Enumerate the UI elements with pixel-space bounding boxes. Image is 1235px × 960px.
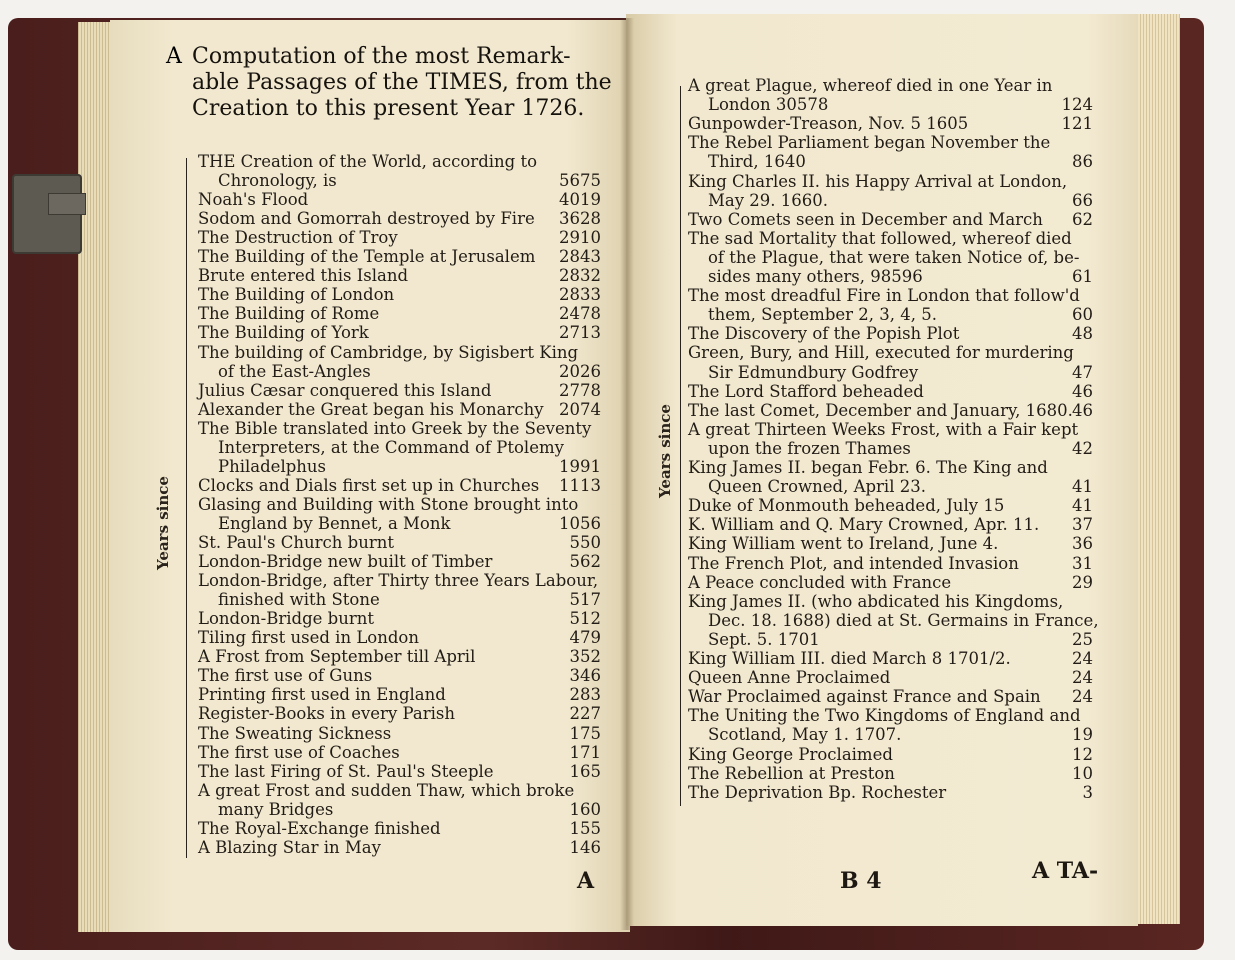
entry-text: London-Bridge new built of Timber [198,552,493,572]
entry-years: 352 [569,647,601,667]
entry-text: Brute entered this Island [198,266,409,286]
entry-text: The Royal-Exchange finished [198,818,441,838]
entry-years: 346 [569,666,601,686]
entry-text: Sodom and Gomorrah destroyed by Fire [198,209,535,229]
entry-row [198,685,601,704]
entry-row [688,515,1093,534]
entry-row [198,666,601,685]
entry-years: 4019 [559,190,601,210]
entry-years: 42 [1072,438,1093,458]
entry-text: A Blazing Star in May [198,837,381,857]
entry-row [198,552,601,571]
entry-row [198,190,601,209]
clasp-bar-icon [48,193,86,215]
entry-row [688,573,1093,592]
entry-text: K. William and Q. Mary Crowned, Apr. 11. [688,515,1040,535]
entry-years: 36 [1072,534,1093,554]
entry-row [198,152,601,171]
entry-years: 562 [569,552,601,572]
entry-years: 2713 [559,323,601,343]
entry-row [688,745,1093,764]
entry-row [198,647,601,666]
entry-text: Gunpowder-Treason, Nov. 5 1605 [688,114,969,134]
entry-text: King Charles II. his Happy Arrival at London, [688,171,1068,191]
entry-years: 479 [569,628,601,648]
entry-row [198,343,601,362]
left-bracket [186,158,193,858]
entry-row [688,706,1093,725]
entry-years: 2074 [559,399,601,419]
entry-text: The Building of London [198,285,395,305]
entry-years: 48 [1072,324,1093,344]
entry-text: Noah's Flood [198,190,309,210]
title-line-2: able Passages of the TIMES, from the [192,70,612,95]
right-catchword: A TA- [1032,858,1099,884]
entry-row [688,668,1093,687]
entry-years: 2843 [559,247,601,267]
entry-row [198,400,601,419]
entry-text: Queen Crowned, April 23. [708,477,926,497]
entry-years: 25 [1072,629,1093,649]
entry-text: May 29. 1660. [708,190,829,210]
entry-text: The Building of the Temple at Jerusalem [198,247,536,267]
entry-row [688,363,1093,382]
entry-row [198,533,601,552]
entry-row [198,819,601,838]
entry-text: Chronology, is [218,171,337,191]
entry-text: upon the frozen Thames [708,438,911,458]
entry-years: 2910 [559,228,601,248]
entry-text: Printing first used in England [198,685,446,705]
entry-row [198,800,601,819]
entry-row [688,191,1093,210]
entry-years: 41 [1072,477,1093,497]
entry-years: 66 [1072,190,1093,210]
entry-years: 121 [1061,114,1093,134]
entry-text: The Destruction of Troy [198,228,398,248]
entry-text: The Deprivation Bp. Rochester [688,782,947,802]
entry-row [198,171,601,190]
entry-text: A great Frost and sudden Thaw, which broke [198,780,575,800]
entry-years: 19 [1072,725,1093,745]
entry-text: England by Bennet, a Monk [218,513,451,533]
entry-row [688,649,1093,668]
entry-row [688,725,1093,744]
entry-text: The building of Cambridge, by Sigisbert King [198,342,579,362]
entry-text: King James II. (who abdicated his Kingdoms, [688,591,1064,611]
left-signature: A [577,868,595,894]
entry-row [688,630,1093,649]
entry-text: Sept. 5. 1701 [708,629,820,649]
entry-row [198,495,601,514]
entry-row [688,496,1093,515]
entry-text: of the East-Angles [218,361,371,381]
entry-text: The most dreadful Fire in London that follow'd [688,286,1080,306]
entry-row [198,304,601,323]
entry-row [688,382,1093,401]
entry-row [688,267,1093,286]
entry-row [198,457,601,476]
entry-text: Sir Edmundbury Godfrey [708,362,919,382]
entry-years: 37 [1072,515,1093,535]
entry-row [688,76,1093,95]
entry-years: 1113 [559,475,601,495]
entry-text: The Building of Rome [198,304,380,324]
entry-row [688,343,1093,362]
entry-row [688,439,1093,458]
entry-row [688,458,1093,477]
entry-row [198,704,601,723]
entry-row [688,610,1099,630]
entry-text: The first use of Guns [198,666,373,686]
entry-text: The Lord Stafford beheaded [688,381,924,401]
entry-years: 283 [569,685,601,705]
entry-row [688,477,1093,496]
entry-row [688,783,1093,802]
entry-text: The Rebel Parliament began November the [688,133,1051,153]
entry-row [688,534,1093,553]
entry-row [198,228,601,247]
entry-text: The first use of Coaches [198,742,400,762]
entry-text: Register-Books in every Parish [198,704,455,724]
entry-years: 517 [569,590,601,610]
entry-text: The French Plot, and intended Invasion [688,553,1019,573]
entry-text: King William went to Ireland, June 4. [688,534,999,554]
entry-row [198,514,601,533]
entry-row [198,362,601,381]
entry-row [198,571,601,590]
entry-years: 2478 [559,304,601,324]
page-title [192,44,622,122]
entry-row [198,419,601,438]
entry-years: 61 [1072,267,1093,286]
entry-row [688,324,1093,343]
entry-text: A Frost from September till April [198,647,476,667]
entry-text: The Sweating Sickness [198,723,392,743]
left-side-label: Years since [154,476,172,570]
entry-text: Scotland, May 1. 1707. [708,725,902,745]
entry-years: 29 [1072,572,1093,592]
entry-years: 41 [1072,496,1093,516]
entry-years: 227 [569,704,601,724]
entry-years: 47 [1072,362,1093,382]
title-line-1: Computation of the most Remark- [192,44,571,69]
entry-row [198,438,601,457]
entry-text: The Bible translated into Greek by the Seventy [198,418,592,438]
entry-text: The last Comet, December and January, 1680. [688,400,1073,420]
entry-row [688,95,1093,114]
entry-row [198,476,601,495]
entry-years: 1056 [559,513,601,533]
entry-years: 5675 [559,171,601,191]
entry-row [198,724,601,743]
entry-row [688,248,1093,267]
entry-text: of the Plague, that were taken Notice of, be- [708,247,1080,267]
right-bracket [680,86,687,806]
entry-years: 24 [1072,687,1093,707]
entry-text: King George Proclaimed [688,744,893,764]
entry-text: Philadelphus [218,456,327,476]
entry-text: London 30578 [708,95,829,115]
entry-years: 31 [1072,553,1093,573]
entry-row [198,781,601,800]
entry-years: 160 [569,799,601,819]
entry-text: Two Comets seen in December and March [688,209,1043,229]
entry-text: King William III. died March 8 1701/2. [688,649,1011,668]
entry-row [688,133,1093,152]
entry-text: The Building of York [198,323,369,343]
entry-row [688,420,1093,439]
entry-years: 86 [1072,152,1093,172]
entry-row [198,609,601,628]
entry-years: 3628 [559,209,601,229]
entry-row [688,286,1093,305]
entry-row [198,247,601,266]
entry-row [198,628,601,647]
entry-row [688,592,1093,611]
entry-years: 10 [1072,763,1093,783]
entry-text: sides many others, 98596 [708,267,923,286]
entry-text: Clocks and Dials first set up in Churches [198,475,540,495]
entry-row [198,743,601,762]
entry-years: 24 [1072,649,1093,668]
entry-years: 124 [1061,95,1093,115]
entry-text: A great Plague, whereof died in one Year in [688,76,1053,95]
entry-years: 512 [569,609,601,629]
entry-years: 3 [1082,782,1093,802]
entry-row [688,172,1093,191]
entry-text: The last Firing of St. Paul's Steeple [198,761,494,781]
entry-row [198,590,601,609]
entry-years: 62 [1072,209,1093,229]
entry-years: 550 [569,533,601,552]
entry-text: The Discovery of the Popish Plot [688,324,960,344]
entry-row [688,401,1093,420]
entry-row [688,687,1093,706]
entry-text: Julius Cæsar conquered this Island [198,380,492,400]
entry-text: many Bridges [218,799,334,819]
entry-row [198,762,601,781]
entry-row [198,209,601,228]
entry-text: Interpreters, at the Command of Ptolemy [218,437,564,457]
entry-row [688,152,1093,171]
entry-text: London-Bridge, after Thirty three Years Labour, [198,571,599,591]
left-entries-list [198,152,601,862]
title-mark: A [166,44,182,69]
entry-row [688,229,1093,248]
entry-text: Duke of Monmouth beheaded, July 15 [688,496,1005,516]
entry-text: A great Thirteen Weeks Frost, with a Fair kept [688,419,1079,439]
entry-row [688,114,1093,133]
entry-text: Queen Anne Proclaimed [688,668,891,688]
entry-row [198,381,601,400]
entry-row [688,764,1093,783]
entry-row [198,285,601,304]
entry-years: 2832 [559,266,601,286]
entry-row [688,210,1093,229]
entry-row [688,305,1093,324]
entry-text: The sad Mortality that followed, whereof died [688,228,1072,248]
entry-years: 175 [569,723,601,743]
entry-years: 165 [569,761,601,781]
right-side-label: Years since [656,404,674,498]
entry-text: St. Paul's Church burnt [198,533,394,552]
entry-text: Dec. 18. 1688) died at St. Germains in France, [708,610,1099,630]
entry-years: 146 [569,837,601,857]
entry-years: 2778 [559,380,601,400]
book-gutter [620,18,634,930]
entry-text: King James II. began Febr. 6. The King and [688,458,1048,477]
entry-text: The Rebellion at Preston [688,763,895,783]
entry-row [688,554,1093,573]
entry-text: finished with Stone [218,590,380,610]
entry-row [198,323,601,342]
entry-text: Third, 1640 [708,152,806,172]
entry-years: 46 [1072,381,1093,401]
entry-text: Green, Bury, and Hill, executed for murdering [688,343,1074,363]
entry-text: London-Bridge burnt [198,609,374,629]
entry-years: 60 [1072,305,1093,325]
entry-text: them, September 2, 3, 4, 5. [708,305,937,325]
entry-years: 171 [569,742,601,762]
entry-years: 24 [1072,668,1093,688]
title-line-3: Creation to this present Year 1726. [192,96,585,121]
entry-text: THE Creation of the World, according to [198,152,538,171]
entry-years: 2833 [559,285,601,305]
entry-years: 46 [1072,400,1093,420]
entry-text: Alexander the Great began his Monarchy [198,399,544,419]
entry-text: A Peace concluded with France [688,572,952,592]
entry-years: 1991 [559,456,601,476]
right-entries-list [688,76,1099,816]
entry-years: 12 [1072,744,1093,764]
entry-text: War Proclaimed against France and Spain [688,687,1041,707]
entry-years: 155 [569,818,601,838]
entry-text: Tiling first used in London [198,628,419,648]
right-signature: B 4 [840,868,882,894]
entry-text: The Uniting the Two Kingdoms of England and [688,706,1081,726]
entry-row [198,266,601,285]
entry-years: 2026 [559,361,601,381]
entry-row [198,838,601,857]
entry-text: Glasing and Building with Stone brought into [198,494,579,514]
